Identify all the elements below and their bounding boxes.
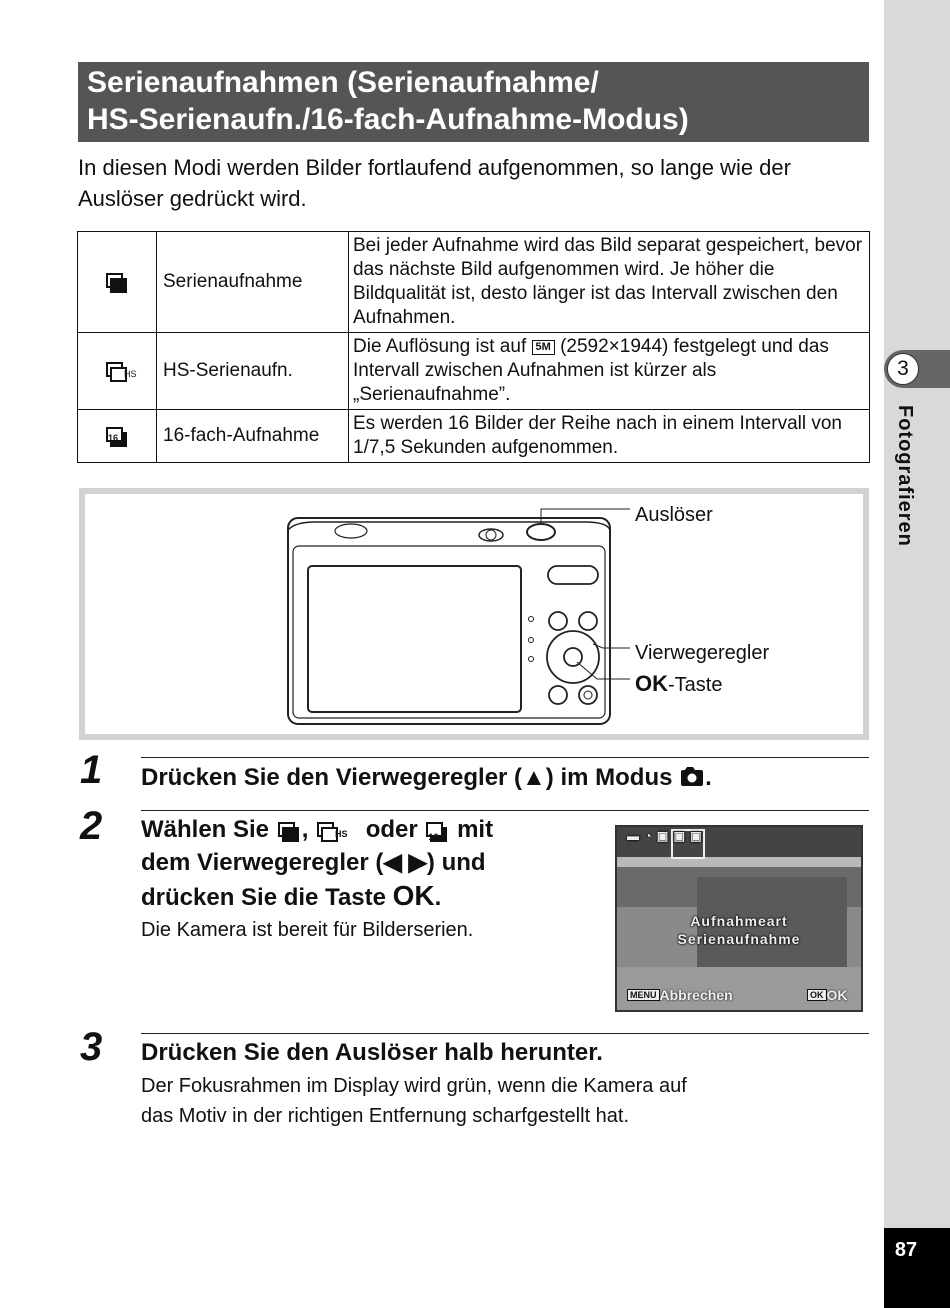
page-title-line2: HS-Serienaufn./16-fach-Aufnahme-Modus) bbox=[87, 103, 689, 136]
continuous-shooting-icon bbox=[104, 271, 130, 293]
page-title bbox=[78, 62, 869, 142]
modes-table bbox=[77, 231, 870, 463]
mode-name: Serienaufnahme bbox=[157, 232, 349, 333]
shutter-label: Auslöser bbox=[635, 504, 713, 526]
camera-back-illustration bbox=[85, 494, 863, 734]
chapter-sidebar bbox=[884, 0, 950, 1308]
intro-text: In diesen Modi werden Bilder fortlaufend aufgenommen, so lange wie der Auslöser gedrückt wird. bbox=[78, 155, 791, 211]
lcd-selected-mode: Serienaufnahme bbox=[677, 931, 801, 947]
16-frame-shooting-icon: 16 bbox=[104, 425, 130, 447]
mode-name: 16-fach-Aufnahme bbox=[157, 410, 349, 463]
mode-name: HS-Serienaufn. bbox=[157, 333, 349, 410]
step-1-number: 1 bbox=[80, 748, 103, 792]
table-row bbox=[78, 410, 870, 463]
step-3-divider bbox=[141, 1033, 869, 1034]
hs-continuous-shooting-icon: HS bbox=[315, 820, 359, 842]
step-1-title: Drücken Sie den Vierwegeregler (▲) im Modus . bbox=[141, 764, 712, 791]
step-2-number: 2 bbox=[80, 804, 103, 848]
step-3-title: Drücken Sie den Auslöser halb herunter. bbox=[141, 1039, 603, 1066]
step-1-divider bbox=[141, 757, 869, 758]
continuous-shooting-icon bbox=[276, 820, 302, 842]
ok-button-label: OK-Taste bbox=[635, 671, 723, 696]
step-2-body: Die Kamera ist bereit für Bilderserien. bbox=[141, 919, 474, 941]
chapter-label: Fotografieren bbox=[894, 405, 916, 547]
ok-key-label: OK bbox=[392, 880, 435, 911]
lcd-cancel: MENU Abbrechen bbox=[627, 987, 733, 1003]
page-number: 87 bbox=[894, 1239, 918, 1261]
page-title-line1: Serienaufnahmen (Serienaufnahme/ bbox=[87, 66, 599, 99]
table-row bbox=[78, 232, 870, 333]
mode-description: Es werden 16 Bilder der Reihe nach in einem Intervall von 1/7,5 Sekunden aufgenommen. bbox=[349, 410, 870, 463]
step-3-body: Der Fokusrahmen im Display wird grün, wenn die Kamera auf das Motiv in der richtigen Entfernung scharfgestellt hat. bbox=[141, 1075, 687, 1127]
lcd-mode-icons: ▬ ◔ ▣ ▣ ▣ bbox=[627, 829, 703, 843]
step-2-title: Wählen Sie , HS oder 16 mit dem Vierwegeregler (◀ ▶) und drücken Sie die Taste OK. bbox=[141, 816, 494, 911]
hs-continuous-shooting-icon: HS bbox=[104, 360, 130, 382]
mode-description: Bei jeder Aufnahme wird das Bild separat gespeichert, bevor das nächste Bild aufgenommen wird. Je höher die Bildqualität ist, desto länger ist das Intervall zwischen den Aufnahmen. bbox=[349, 232, 870, 333]
camera-figure bbox=[79, 488, 869, 740]
resolution-5m-icon: 5M bbox=[532, 340, 555, 355]
16-frame-shooting-icon: 16 bbox=[424, 820, 450, 842]
lcd-title: Aufnahmeart bbox=[690, 913, 788, 929]
step-2-divider bbox=[141, 810, 869, 811]
four-way-controller-label: Vierwegeregler bbox=[635, 642, 770, 664]
chapter-number: 3 bbox=[887, 353, 919, 385]
lcd-ok: OK OK bbox=[807, 987, 848, 1003]
table-row bbox=[78, 333, 870, 410]
camera-icon bbox=[679, 764, 705, 788]
lcd-screen-preview bbox=[615, 825, 863, 1012]
mode-description: Die Auflösung ist auf 5M (2592×1944) festgelegt und das Intervall zwischen Aufnahmen ist kürzer als „Serienaufnahme”. bbox=[349, 333, 870, 410]
step-3-number: 3 bbox=[80, 1025, 103, 1069]
